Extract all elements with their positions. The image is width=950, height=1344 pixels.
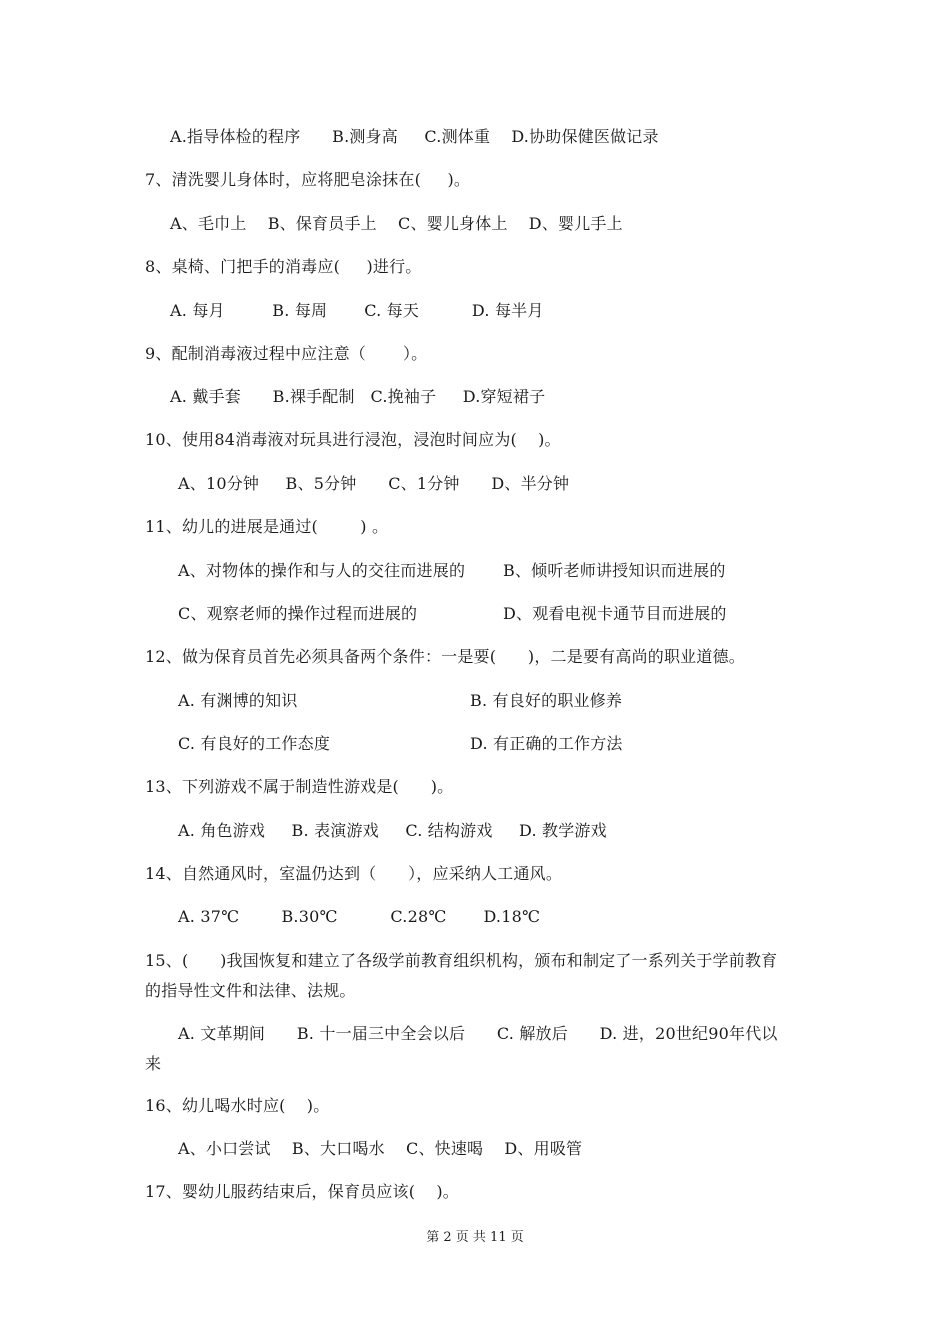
question-7-options: A、毛巾上 B、保育员手上 C、婴儿身体上 D、婴儿手上 [170,214,623,233]
question-7: 7、清洗婴儿身体时，应将肥皂涂抹在( )。 [145,170,471,189]
question-13-options: A. 角色游戏 B. 表演游戏 C. 结构游戏 D. 教学游戏 [178,821,607,840]
question-12-option-b: B. 有良好的职业修养 [470,691,623,710]
question-16-options: A、小口尝试 B、大口喝水 C、快速喝 D、用吸管 [178,1139,583,1158]
question-11-option-b: B、倾听老师讲授知识而进展的 [503,561,726,580]
question-9: 9、配制消毒液过程中应注意（ ）。 [145,344,428,363]
question-14-options: A. 37℃ B.30℃ C.28℃ D.18℃ [178,907,541,926]
question-12-option-a: A. 有渊博的知识 [178,691,298,710]
question-12-option-c: C. 有良好的工作态度 [178,734,331,753]
question-11-option-a: A、对物体的操作和与人的交往而进展的 [178,561,466,580]
question-8: 8、桌椅、门把手的消毒应( )进行。 [145,257,422,276]
question-15-options: A. 文革期间 B. 十一届三中全会以后 C. 解放后 D. 进，20世纪90年代以 [178,1024,778,1043]
question-8-options: A. 每月 B. 每周 C. 每天 D. 每半月 [170,301,544,320]
question-11-option-d: D、观看电视卡通节目而进展的 [503,604,727,623]
question-9-options: A. 戴手套 B.裸手配制 C.挽袖子 D.穿短裙子 [170,387,546,406]
question-10: 10、使用84消毒液对玩具进行浸泡，浸泡时间应为( )。 [145,430,561,449]
question-12: 12、做为保育员首先必须具备两个条件：一是要( )，二是要有高尚的职业道德。 [145,647,745,666]
question-17: 17、婴幼儿服药结束后，保育员应该( )。 [145,1182,459,1201]
question-13: 13、下列游戏不属于制造性游戏是( )。 [145,777,454,796]
question-16: 16、幼儿喝水时应( )。 [145,1096,330,1115]
question-15: 15、( )我国恢复和建立了各级学前教育组织机构，颁布和制定了一系列关于学前教育 [145,951,778,970]
question-12-option-d: D. 有正确的工作方法 [470,734,623,753]
page-footer: 第 2 页 共 11 页 [426,1230,524,1245]
question-11: 11、幼儿的进展是通过( ) 。 [145,517,389,536]
question-6-options: A.指导体检的程序 B.测身高 C.测体重 D.协助保健医做记录 [170,127,659,146]
question-15-continued: 的指导性文件和法律、法规。 [145,981,356,1000]
question-15-options-continued: 来 [145,1054,162,1073]
question-14: 14、自然通风时，室温仍达到（ ），应采纳人工通风。 [145,864,563,883]
question-11-option-c: C、观察老师的操作过程而进展的 [178,604,418,623]
question-10-options: A、10分钟 B、5分钟 C、1分钟 D、半分钟 [178,474,570,493]
